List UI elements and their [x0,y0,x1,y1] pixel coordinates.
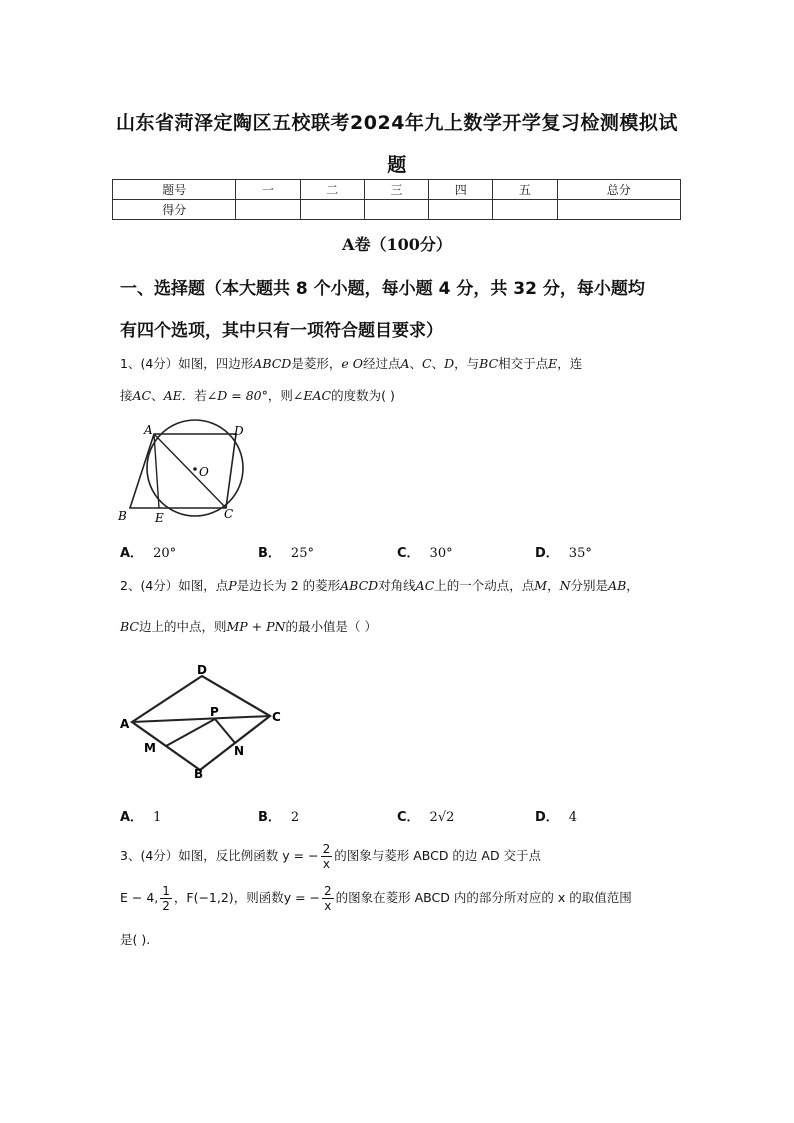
q1-text: E [548,356,558,371]
score-cell: 总分 [557,180,680,200]
q2-text: ABCD [340,578,379,593]
q1-text: ，则 [267,388,293,403]
q2-text: 分别是 [570,578,609,593]
q2-text: ， [626,578,639,593]
part1-heading-line1: 一、选择题（本大题共 8 个小题，每小题 4 分，共 32 分，每小题均 [120,279,645,299]
q2-segment-mp [166,719,215,746]
exam-title-line1: 山东省菏泽定陶区五校联考2024年九上数学开学复习检测模拟试 [116,112,678,134]
q2-label-m: M [144,741,156,755]
q2-label-p: P [210,705,219,719]
q1-label-e: E [155,511,164,525]
q1-text: ABCD [253,356,292,371]
choice-value: 4 [568,810,578,825]
score-input-cell[interactable] [364,200,428,220]
choice-letter: C． [397,810,420,825]
q2-text: M [534,578,548,593]
q1-choice-b[interactable] [258,542,314,561]
choice-value: 25° [290,546,314,561]
q2-label-b: B [194,767,204,781]
q3-line2 [120,884,632,913]
q1-line2 [120,386,395,404]
q3-text: 的图象与菱形 ABCD 的边 AD 交于点 [334,848,542,863]
q2-segment-pn [215,719,235,743]
choice-letter: C． [397,546,420,561]
q1-text: 1、(4分）如图，四边形 [120,356,254,371]
q1-text: C [422,356,432,371]
score-cell: 题号 [113,180,236,200]
score-table [112,179,681,220]
q2-label-d: D [197,663,207,677]
q3-text: ，F(−1,2) [173,890,234,905]
q2-text: AB [608,578,627,593]
q2-label-n: N [234,744,245,758]
q3-frac-num: 1 [162,884,170,898]
score-cell: 一 [236,180,300,200]
q3-fraction [322,884,334,913]
q1-diagonal-ac [154,434,226,508]
q3-frac-den: 2 [162,899,170,913]
q2-line1 [120,576,639,594]
q3-text: 3、(4分）如图，反比例函数 [120,848,279,863]
choice-value: 30° [429,546,453,561]
q3-frac-den: x [324,899,332,913]
q2-text: BC [120,619,139,634]
q1-text: 相交于点 [498,356,549,371]
score-input-cell[interactable] [493,200,557,220]
q2-label-c: C [272,710,281,724]
q3-text: E − 4, [120,890,159,905]
q3-fraction [321,842,333,871]
q2-text: 2、(4分）如图，点 [120,578,229,593]
q2-choice-d[interactable] [535,806,577,825]
exam-title-line2: 题 [387,154,407,176]
q1-text: A [400,356,410,371]
q1-text: ∠EAC [292,388,332,403]
q3-text: y = − [283,890,320,905]
q1-text: 接 [120,388,133,403]
q3-text: 的图象在菱形 ABCD 内的部分所对应的 x 的取值范围 [335,890,632,905]
q2-choice-c[interactable] [397,806,454,825]
score-input-cell[interactable] [300,200,364,220]
q1-text: ，与 [454,356,480,371]
score-input-cell[interactable] [236,200,300,220]
q2-choice-a[interactable] [120,806,161,825]
q2-text: AC [415,578,435,593]
choice-value: 35° [568,546,592,561]
q1-text: ∠D = 80° [206,388,268,403]
choice-value: 2√2 [429,810,455,825]
q1-line1 [120,354,582,372]
q1-text: 经过点 [362,356,401,371]
q1-text: ，连 [557,356,583,371]
score-cell: 三 [364,180,428,200]
score-input-cell[interactable] [429,200,493,220]
q2-rhombus [132,676,270,770]
q2-text: 上的一个动点，点 [434,578,535,593]
q2-text: ， [547,578,560,593]
q2-text: P [228,578,237,593]
score-table-header-row [113,180,681,200]
choice-value: 2 [290,810,300,825]
score-input-cell[interactable] [557,200,680,220]
choice-value: 1 [153,810,162,825]
part1-heading-line2: 有四个选项，其中只有一项符合题目要求） [120,321,443,341]
score-cell: 四 [429,180,493,200]
q1-text: D [444,356,455,371]
q3-frac-den: x [322,857,330,871]
q2-diagonal-ac [132,716,270,722]
q3-frac-num: 2 [322,842,331,856]
q1-text: 的度数为( ) [331,388,395,403]
q1-text: BC [479,356,499,371]
q2-text: 是边长为 2 的菱形 [236,578,341,593]
score-table-score-row [113,200,681,220]
q2-label-a: A [120,717,130,731]
choice-letter: D． [535,546,559,561]
choice-letter: D． [535,810,559,825]
choice-letter: B． [258,810,281,825]
q1-figure [112,418,262,530]
q1-text: 、 [409,356,423,371]
q2-text: MP + PN [226,619,286,634]
q3-text: ，则函数 [233,890,284,905]
q1-label-a: A [144,423,153,437]
choice-letter: A． [120,546,144,561]
q2-text: 对角线 [378,578,416,593]
q1-label-b: B [118,509,127,523]
q1-rhombus [130,434,236,508]
q2-text: 的最小值是（ ） [285,619,377,634]
q2-line2 [120,617,377,635]
q3-frac-num: 2 [324,884,332,898]
q1-text: AC [132,388,152,403]
choice-letter: B． [258,546,281,561]
q1-text: 是菱形， [291,356,342,371]
q1-center-point [193,467,197,471]
section-a-title: A卷（100分） [342,235,452,254]
q3-text: 是( ). [120,932,151,947]
q3-line1 [120,842,541,871]
q2-text: N [559,578,571,593]
q2-choice-b[interactable] [258,806,299,825]
q1-choice-d[interactable] [535,542,592,561]
choice-value: 20° [153,546,177,561]
q1-choice-c[interactable] [397,542,453,561]
q1-choice-a[interactable] [120,542,176,561]
q1-label-d: D [234,424,244,438]
score-cell: 二 [300,180,364,200]
q1-label-c: C [224,507,234,521]
choice-letter: A． [120,810,144,825]
q3-text: y = − [282,848,319,863]
q1-label-o: O [199,465,209,479]
q1-text: AE [163,388,182,403]
q1-text: ．若 [181,388,207,403]
q1-text: e O [341,356,363,371]
q2-figure [112,658,302,783]
q3-line3 [120,930,150,948]
score-cell: 得分 [113,200,236,220]
q1-text: 、 [151,388,164,403]
q3-fraction [160,884,172,913]
score-cell: 五 [493,180,557,200]
q1-text: 、 [431,356,445,371]
q2-text: 边上的中点，则 [138,619,227,634]
